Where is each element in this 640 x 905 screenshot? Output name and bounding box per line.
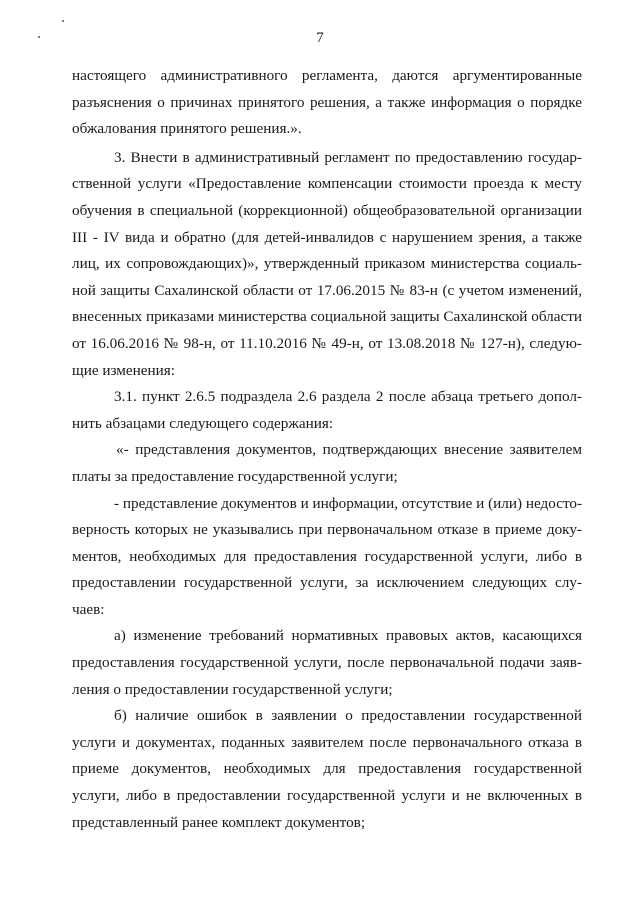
text-line: - представление документов и информации, отсутствие и (или) недосто- (114, 494, 583, 512)
text-line: щие изменения: (72, 361, 175, 379)
text-line: настоящего административного регламента, даются аргументированные (72, 67, 582, 84)
text-line: «- представления документов, подтверждающих внесение заявителем (116, 441, 582, 459)
text-line: 3. Внести в административный регламент по предоставлению государ- (114, 148, 582, 166)
text-line: приеме документов, необходимых для предоставления государственной (72, 760, 582, 778)
text-line: предоставления государственной услуги, после первоначальной подачи заяв- (72, 654, 582, 672)
text-line: лиц, их сопровождающих)», утвержденный приказом министерства социаль- (72, 255, 582, 273)
text-line: а) изменение требований нормативных правовых актов, касающихся (114, 627, 582, 645)
scan-speck (62, 20, 64, 22)
text-line: услуги, либо в предоставлении государственной услуги и не включенных в (72, 787, 582, 805)
text-line: разъяснения о причинах принятого решения, а также информация о порядке (72, 93, 582, 111)
text-line: ментов, необходимых для предоставления государственной услуги, либо в (72, 547, 582, 565)
text-line: предоставлении государственной услуги, за исключением следующих слу- (72, 574, 582, 592)
text-line: ственной услуги «Предоставление компенсации стоимости проезда к месту (72, 175, 582, 193)
text-line: ления о предоставлении государственной услуги; (72, 680, 393, 698)
text-line: 3.1. пункт 2.6.5 подраздела 2.6 раздела 2 после абзаца третьего допол- (114, 388, 582, 406)
document-body (72, 63, 582, 836)
text-line: от 16.06.2016 № 98-н, от 11.10.2016 № 49-н, от 13.08.2018 № 127-н), следую- (72, 334, 582, 352)
text-line: обучения в специальной (коррекционной) общеобразовательной организации (72, 201, 582, 219)
text-line: б) наличие ошибок в заявлении о предоставлении государственной (114, 707, 582, 725)
page-number: 7 (316, 30, 324, 46)
text-line: ной защиты Сахалинской области от 17.06.2015 № 83-н (с учетом изменений, (72, 281, 582, 299)
text-line: представленный ранее комплект документов; (72, 813, 366, 831)
text-line: внесенных приказами министерства социальной защиты Сахалинской области (72, 308, 582, 326)
text-line: услуги и документах, поданных заявителем после первоначального отказа в (72, 733, 582, 751)
text-line: чаев: (72, 600, 105, 618)
text-line: III - IV вида и обратно (для детей-инвалидов с нарушением зрения, а также (72, 228, 582, 246)
text-line: обжалования принятого решения.». (72, 120, 302, 138)
text-line: верность которых не указывались при первоначальном отказе в приеме доку- (72, 521, 582, 539)
text-line: платы за предоставление государственной услуги; (72, 467, 398, 485)
text-line: нить абзацами следующего содержания: (72, 414, 334, 432)
